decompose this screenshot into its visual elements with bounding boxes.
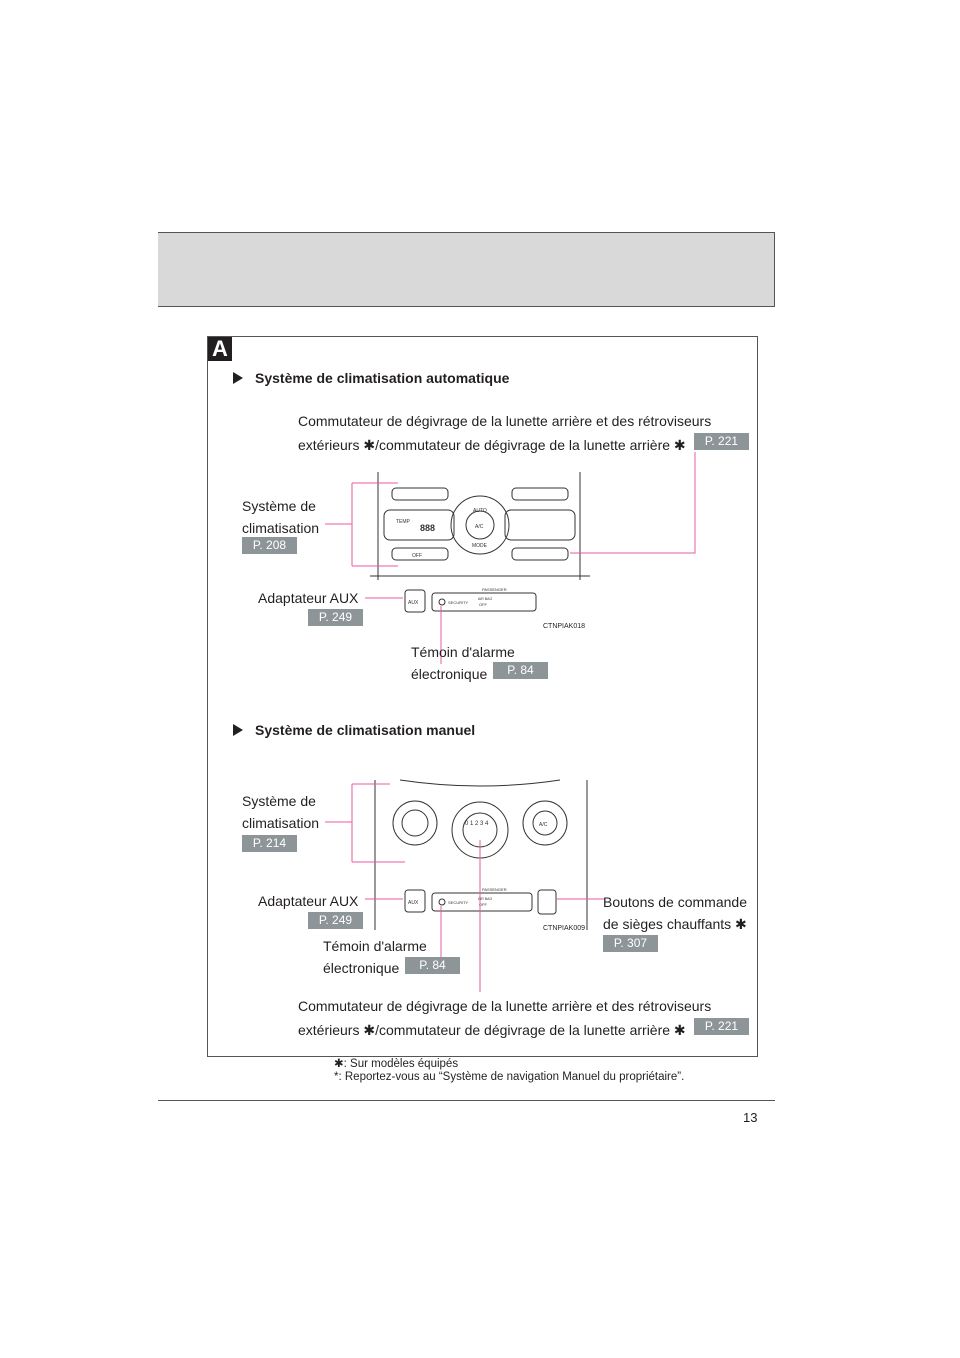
- ac-label: A/C: [475, 524, 484, 530]
- aux-label-manual: AUX: [408, 900, 419, 906]
- manual-section-title: [233, 722, 475, 738]
- manual-figure-code: CTNPIAK009: [543, 925, 586, 932]
- auto-defog-line2: extérieurs ✱/commutateur de dégivrage de la lunette arrière ✱: [298, 437, 686, 453]
- airbag-label-auto: AIR BAG: [478, 597, 493, 601]
- triangle-bullet-icon: [233, 372, 243, 384]
- auto-panel-illustration: [370, 472, 590, 612]
- footnote-navigation: *: Reportez-vous au “Système de navigation Manuel du propriétaire”.: [334, 1071, 685, 1083]
- ac-label-manual: A/C: [539, 822, 548, 828]
- footnotes: [334, 1058, 684, 1084]
- passenger-label-auto: PASSENGER: [482, 587, 507, 592]
- manual-ac-page-tag[interactable]: P. 214: [242, 835, 297, 852]
- section-badge: A: [208, 337, 232, 361]
- auto-title-text: Système de climatisation automatique: [255, 370, 510, 386]
- auto-section-title: [233, 370, 509, 386]
- manual-seat-line1: Boutons de commande: [603, 894, 747, 910]
- auto-defog-label: [298, 410, 758, 456]
- manual-ac-line1: Système de: [242, 793, 316, 809]
- manual-defog-line1: Commutateur de dégivrage de la lunette arrière et des rétroviseurs: [298, 998, 712, 1014]
- auto-defog-line1: Commutateur de dégivrage de la lunette arrière et des rétroviseurs: [298, 413, 712, 429]
- footnote-equipped: ✱: Sur modèles équipés: [334, 1058, 459, 1070]
- auto-label: AUTO: [473, 508, 487, 514]
- auto-alarm-line1: Témoin d'alarme: [411, 644, 515, 660]
- triangle-bullet-icon: [233, 724, 243, 736]
- manual-alarm-page-tag[interactable]: P. 84: [405, 957, 460, 974]
- manual-alarm-line1: Témoin d'alarme: [323, 938, 427, 954]
- auto-ac-line1: Système de: [242, 498, 316, 514]
- passenger-label-manual: PASSENGER: [482, 887, 507, 892]
- manual-alarm-line2: électronique: [323, 960, 400, 976]
- security-label-auto: SECURITY: [448, 600, 469, 605]
- manual-title-text: Système de climatisation manuel: [255, 722, 476, 738]
- manual-defog-line2: extérieurs ✱/commutateur de dégivrage de la lunette arrière ✱: [298, 1022, 686, 1038]
- page-number: 13: [743, 1110, 758, 1125]
- auto-ac-label: [242, 495, 319, 539]
- knob-numbers: 0 1 2 3 4: [465, 821, 489, 827]
- security-label-manual: SECURITY: [448, 900, 469, 905]
- auto-aux-label: Adaptateur AUX: [258, 590, 359, 606]
- manual-panel-illustration: [375, 780, 587, 930]
- auto-ac-line2: climatisation: [242, 520, 320, 536]
- manual-defog-page-tag[interactable]: P. 221: [694, 1018, 749, 1035]
- manual-aux-page-tag[interactable]: P. 249: [308, 912, 363, 929]
- temp-display: 888: [420, 523, 436, 533]
- manual-seat-line2: de sièges chauffants ✱: [603, 916, 747, 932]
- airbag-off-label-auto: OFF: [479, 602, 487, 607]
- auto-figure-code: CTNPIAK018: [543, 623, 586, 630]
- auto-defog-page-tag[interactable]: P. 221: [694, 433, 749, 450]
- bottom-rule: [158, 1100, 775, 1101]
- auto-alarm-line2: électronique: [411, 666, 488, 682]
- manual-seat-label: [603, 891, 747, 935]
- manual-ac-label: [242, 790, 319, 834]
- manual-seat-page-tag[interactable]: P. 307: [603, 935, 658, 952]
- auto-aux-page-tag[interactable]: P. 249: [308, 609, 363, 626]
- airbag-off-label-manual: OFF: [479, 902, 487, 907]
- aux-label-auto: AUX: [408, 600, 419, 606]
- temp-label: TEMP: [396, 519, 410, 525]
- panel-labels: [396, 508, 548, 907]
- airbag-label-manual: AIR BAG: [478, 897, 493, 901]
- auto-ac-page-tag[interactable]: P. 208: [242, 537, 297, 554]
- auto-alarm-page-tag[interactable]: P. 84: [493, 662, 548, 679]
- manual-ac-line2: climatisation: [242, 815, 320, 831]
- manual-aux-label: Adaptateur AUX: [258, 893, 359, 909]
- mode-label: MODE: [472, 543, 487, 549]
- off-label: OFF: [412, 553, 422, 559]
- manual-defog-label: [298, 995, 758, 1041]
